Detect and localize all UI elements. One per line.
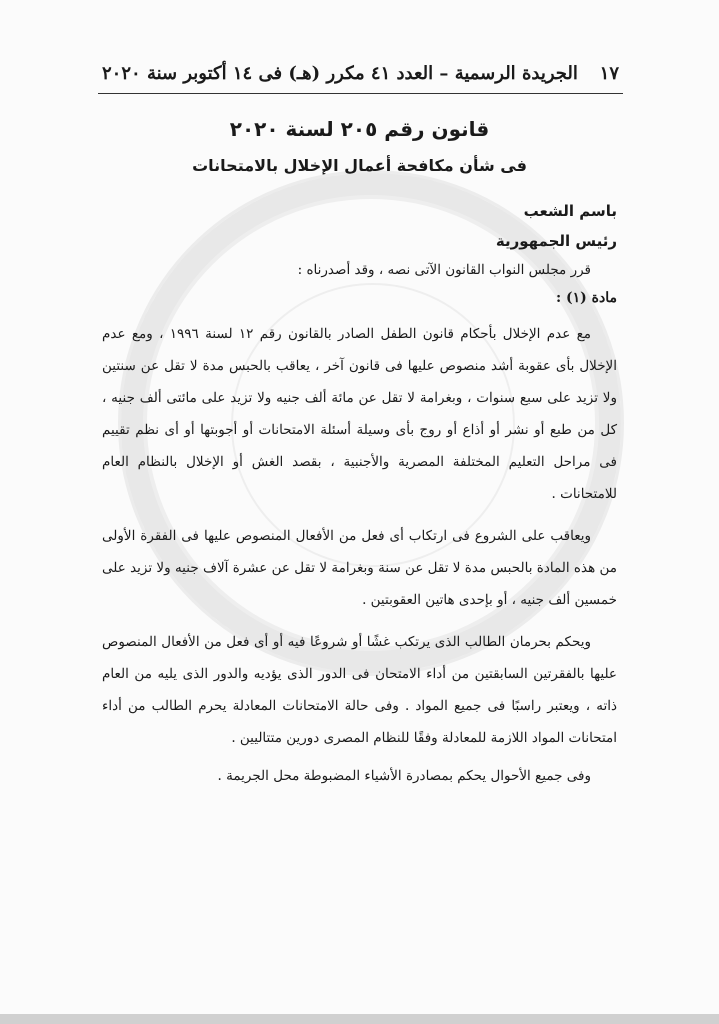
article-paragraph-3: ويحكم بحرمان الطالب الذى يرتكب غشًا أو شروعًا فيه أو أى فعل من الأفعال المنصوص عليها بالفقرتين السابقتين من أداء الامتحان فى الدور الذى يؤديه والدور الذى يليه من العام ذاته ، ويعتبر راسبًا فى جميع المواد . وفى حالة الامتحانات المعادلة يحرم الطالب من أداء امتحانات المواد اللازمة للمعادلة وفقًا للنظام المصرى دورين متتاليين . xyxy=(102,634,617,746)
in-name-of-people: باسم الشعب xyxy=(523,202,617,220)
gazette-header-title: الجريدة الرسمية – العدد ٤١ مكرر (هـ) فى ١٤ أكتوبر سنة ٢٠٢٠ xyxy=(102,62,578,84)
enactment-clause: قرر مجلس النواب القانون الآتى نصه ، وقد أصدرناه : xyxy=(297,262,591,278)
article-paragraph-2: ويعاقب على الشروع فى ارتكاب أى فعل من الأفعال المنصوص عليها فى الفقرة الأولى من هذه المادة بالحبس مدة لا تقل عن سنة وبغرامة لا تقل عن عشرة آلاف جنيه ولا تزيد على خمسين ألف جنيه ، أو بإحدى هاتين العقوبتين . xyxy=(102,528,617,608)
law-subject: فى شأن مكافحة أعمال الإخلال بالامتحانات xyxy=(192,156,527,175)
law-body xyxy=(102,196,617,792)
header-rule xyxy=(98,93,623,94)
president-heading: رئيس الجمهورية xyxy=(495,232,617,250)
page-number: ١٧ xyxy=(599,62,619,84)
article-paragraph-1: مع عدم الإخلال بأحكام قانون الطفل الصادر بالقانون رقم ١٢ لسنة ١٩٩٦ ، ومع عدم الإخلال بأى عقوبة أشد منصوص عليها فى قانون آخر ، يعاقب بالحبس مدة لا تقل عن سنتين ولا تزيد على سبع سنوات ، وبغرامة لا تقل عن مائة ألف جنيه ولا تزيد على مائتى ألف جنيه ، كل من طبع أو نشر أو أذاع أو روج بأى وسيلة أسئلة الامتحانات أو أجوبتها أو أى نظم تقييم فى مراحل التعليم المختلفة المصرية والأجنبية ، بقصد الغش أو الإخلال بالنظام العام للامتحانات . xyxy=(102,326,617,502)
article-label: مادة (١) : xyxy=(555,290,617,306)
article-paragraph-4: وفى جميع الأحوال يحكم بمصادرة الأشياء المضبوطة محل الجريمة . xyxy=(217,768,591,784)
law-title: قانون رقم ٢٠٥ لسنة ٢٠٢٠ xyxy=(229,117,490,141)
page-header xyxy=(102,58,619,88)
bottom-edge xyxy=(0,1014,719,1024)
